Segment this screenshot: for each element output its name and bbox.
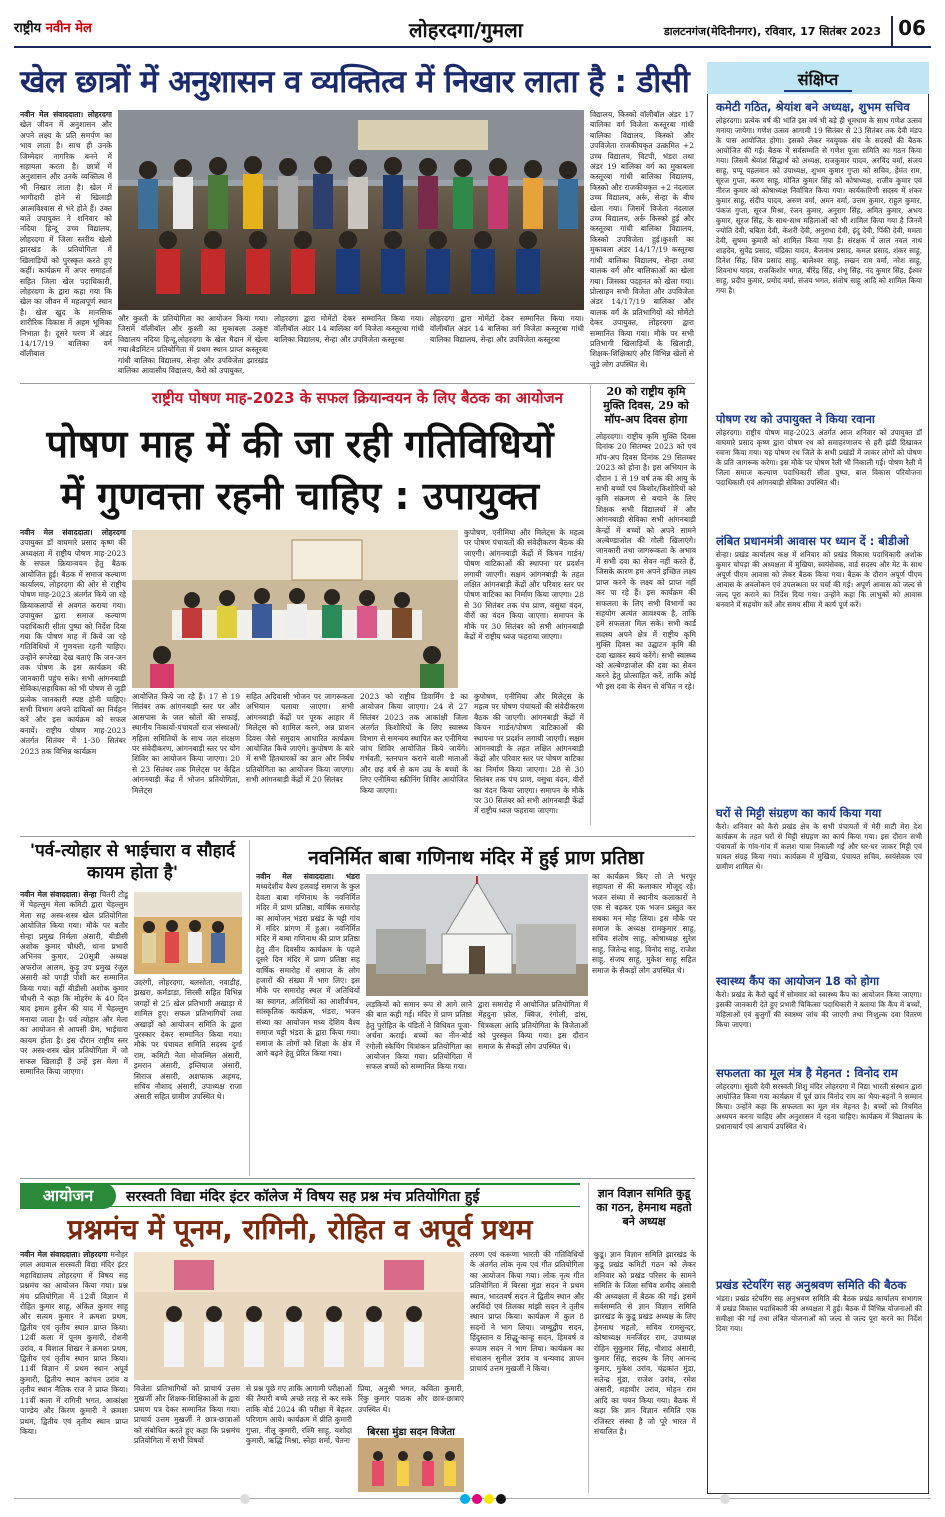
- page-number: 06: [891, 16, 931, 46]
- story2-col1: [20, 528, 126, 830]
- divider: [20, 383, 695, 384]
- brief-title: घरों से मिट्टी संग्रहण का कार्य किया गया: [716, 806, 882, 820]
- story2-col-mid: सहित अदिवासी भोजन पर जागरूकता अभियान चलाया जाएगा। सभी आंगनबाड़ी केंद्रों पर पूरक आहार में मिलेट्स को शामिल करने, अन्न प्राशन दिवस जैसे समुदाय आधारित कार्यक्रम आयोजित किये जाएंगे। कुपोषण के बारे में सभी हितधारकों का ज्ञान और निर्बंध प्रतियोगिता का आयोजन किया जाएगा। सभी आंगनबाड़ी केंद्रों में 20 सितंबर: [246, 692, 354, 785]
- brief-body: कैरो। प्रखंड के कैरो खुर्द में सोमवार को स्वास्थ्य कैंप का आयोजन किया जाएगा। इसकी जानकारी देते हुए प्रभारी चिकित्सा पदाधिकारी ने बताया कि कैंप में बच्चों, महिलाओं एवं बुजुर्गों की स्वास्थ्य जांच की जाएगी तथा निःशुल्क दवा वितरण किया जाएगा।: [716, 990, 922, 1029]
- briefs-header-label: संक्षिप्त: [784, 68, 852, 92]
- brief-body: लोहरदगा। प्रत्येक वर्ष की भांति इस वर्ष भी बड़े ही धूमधाम के साथ गणेश उत्सव मनाया जायेगा। गणेश उत्सव आगामी 19 सितंबर से 23 सितंबर तक देवी मंडप के पास आयोजित होगा। इसको लेकर नवयुवक संघ के सदस्यों की बैठक आयोजित की गई। बैठक में सर्वसम्मति से गणेश पूजा समिति का गठन किया गया। जिसमें श्रेयांश सिद्धार्थ को अध्यक्ष, राजकुमार यादव, अरविंद वर्मा, संजय साहू, पप्पू पहलवान को उपाध्यक्ष, शुभम कुमार गुप्ता को सचिव, हेमंत राम, सूरज गुप्ता, करण साहू, मोनित कुमार सिंह को कोषाध्यक्ष, राजीव कुमार एवं नीरज कुमार को कोषाध्यक्ष निर्वाचित किया गया। कार्यकारिणी सदस्य में शंकर कुमार साहू, संदीप यादव, अरुण वर्मा, अमन वर्मा, उत्तम कुमार, राहुल कुमार, पंकज गुप्ता, सूरज मिश्रा, रंजन कुमार, अनुराग सिंह, अमित कुमार, अभय कुमार, सूरज सिंह, के साथ-साथ महिलाओं को भी शामिल किया गया है जिनमें ज्योति देवी, बबिता देवी, केशरी देवी, अनुराधा देवी, इंदु देवी, पिंकी देवी, ममता देवी, सुषमा कुमारी को शामिल किया गया है। संरक्षक में लाल नवल नाथ शाहदेव, सुपेंद्र प्रसाद, चंद्रिका यादव, बैजनाथ प्रसाद, कमल प्रसाद, शंकर साहू, दिनेश सिंह, शिव प्रसाद साहू, बालेश्वर साहू, लखन राम वर्मा, नरेश साहू, शिवनाथ यादव, राजकिशोर भगत, बीरेंद्र सिंह, शंभू सिंह, नंद कुमार सिंह, ईश्वर साहू, प्रदीप कुमार, प्रमोद वर्मा, संजय भगत, संतोष साहू आदि को शामिल किया गया है।: [716, 116, 922, 295]
- column-divider: [249, 840, 250, 1176]
- story5-headline: प्रश्नमंच में पूनम, रागिनी, रोहित व अपूर्व प्रथम: [67, 1213, 533, 1246]
- registration-mark: [472, 1494, 482, 1504]
- newspaper-logo: [14, 18, 92, 36]
- story2-col-top-right: कुपोषण, एनीमिया और मिलेट्स के महत्व पर पोषण पंचायतों की संवेदीकरण बैठक की जाएगी। आंगनबाड़ी केंद्रों में किचन गार्डन/पोषण वाटिकाओं की स्थापना पर प्रदर्शन लगायी जाएगी। सक्षम आंगनबाड़ी के तहत लक्षित आंगनबाड़ी केंद्रों और परिवार स्तर पर पोषण वाटिका का निर्माण किया जाएगा। 28 से 30 सितंबर तक पंच प्राण, वसुधा वंदन, वीरों का वंदन किया जाएगा। समापन के मौके पर 30 सितंबर को सभी आंगनबाड़ी केंद्रों में राष्ट्रीय ध्वज फहराया जाएगा।: [464, 528, 584, 642]
- story3-col1: [20, 890, 128, 1170]
- story2-col1-text: उपायुक्त डॉ वाघमारे प्रसाद कृष्ण की अध्यक्षता में राष्ट्रीय पोषण माह-2023 के सफल क्रियान्वयन हेतु बैठक आयोजित हुई। बैठक में समाज कल्याण कार्यालय, लोहरदगा की ओर से राष्ट्रीय पोषण माह-2023 अंतर्गत किये जा रहे क्रियाकलापों से अवगत कराया गया। उपायुक्त द्वारा समाज कल्याण पदाधिकारी सीता पुष्पा को निर्देश दिया गया कि पोषण माह में किये जा रहे गतिविधियों में गुणवत्ता रहनी चाहिए। उन्होंने रूपरेखा देख बताएं कि जन-जन तक पोषण के इस कार्यक्रम की जानकारी पहुंच सके। सभी आंगनबाड़ी सेविका/सहायिका को भी पोषण से जुड़ी प्रत्येक जानकारी स्पष्ट होनी चाहिए। सभी विभाग अपने दायित्वों का निर्वहन करें और इस कार्यक्रम को सफल बनायें। राष्ट्रीय पोषण माह-2023 अंतर्गत सितंबर में 1-30 सितंबर 2023 तक विभिन्न कार्यक्रम: [20, 538, 126, 756]
- story5-caption-1: विजेता प्रतिभागियों को प्राचार्य उत्तम मुखर्जी और शिक्षक-शिक्षिकाओं के द्वारा प्रमाण पत्र देकर सम्मानित किया गया। प्राचार्य उत्तम मुखर्जी ने छात्र-छात्राओं को संबोधित करते हुए कहा कि प्रश्नमंच प्रतियोगिता में सभी विषयों: [134, 1384, 240, 1446]
- brief-title: स्वास्थ्य कैंप का आयोजन 18 को होगा: [716, 974, 880, 988]
- story5-kicker: सरस्वती विद्या मंदिर इंटर कॉलेज में विषय सह प्रश्न मंच प्रतियोगिता हुई: [126, 1189, 480, 1205]
- story4-headline: नवनिर्मित बाबा गणिनाथ मंदिर में हुई प्राण प्रतिष्ठा: [308, 847, 644, 869]
- story2-col-right-cont: कुपोषण, एनीमिया और मिलेट्स के महत्व पर पोषण पंचायतों की संवेदीकरण बैठक की जाएगी। आंगनबाड़ी केंद्रों में किचन गार्डन/पोषण वाटिकाओं की स्थापना पर प्रदर्शन लगायी जाएगी। सक्षम आंगनबाड़ी के तहत लक्षित आंगनबाड़ी केंद्रों और परिवार स्तर पर पोषण वाटिका का निर्माण किया जाएगा। 28 से 30 सितंबर तक पंच प्राण, वसुधा वंदन, वीरों का वंदन किया जाएगा। समापन के मौके पर 30 सितंबर को सभी आंगनबाड़ी केंद्रों में राष्ट्रीय ध्वज फहराया जाएगा।: [474, 692, 584, 816]
- side-gyan-body: कुडू। ज्ञान विज्ञान समिति झारखंड के कुडू प्रखंड कमिटी गठन को लेकर शनिवार को प्रखंड परिसर के सामने समिति के जिला सचिव शमीद अंसारी की अध्यक्षता में बैठक की गई। इसमें सर्वसम्मति से ज्ञान विज्ञान समिति झारखंड के कुडू प्रखंड अध्यक्ष के लिए हेमनाथ महतो, सचिव रामसुन्दर, कोषाध्यक्ष मनजिंदर राम, उपाध्यक्ष रोहिन सुकुमार सिंह, नौशाद अंसारी, कुमार सिंह, सदस्य के लिए आनन्द कुमार, मुकेश उरांव, चंद्रकांत मुंडा, सतेन्द्र मुंडा, राजेश उरांव, रमेश अंसारी, महावीर उरांव, मोहन राम आदि का चयन किया गया। बैठक में कहा कि ज्ञान विज्ञान समिति एक रजिस्टर संस्था है जो पूरे भारत में संचालित है।: [594, 1250, 696, 1436]
- registration-mark: [720, 1494, 730, 1504]
- brief-title: लंबित प्रधानमंत्री आवास पर ध्यान दें : बीडीओ: [716, 534, 909, 548]
- briefs-header: [707, 62, 929, 94]
- story3-photo: [134, 892, 242, 974]
- side-gyan-title: ज्ञान विज्ञान समिति कुडू का गठन, हेमनाथ महतो बने अध्यक्ष: [596, 1187, 692, 1228]
- divider: [20, 1178, 695, 1179]
- section-title: लोहरदगा/गुमला: [409, 18, 523, 42]
- temple-photo-illustration: [366, 874, 588, 996]
- story1-headline: खेल छात्रों में अनुशासन व व्यक्तित्व में निखार लाता है : डीसी: [20, 64, 690, 100]
- meeting-photo-illustration: [132, 530, 458, 688]
- story4-lead: नवीन मेल संवाददाता। भंडरा: [256, 872, 360, 881]
- side20-body: लोहरदगा। राष्ट्रीय कृमि मुक्ति दिवस दिनांक 20 सितम्बर 2023 को एवं मॉप-अप दिवस दिनांक 29 सितम्बर 2023 को होना है। इस अभियान के दौरान 1 से 19 वर्ष तक की आयु के सभी बच्चों एवं किशोर/किशोरियों को कृमि संक्रमण से बचाने के लिए शिक्षक सभी विद्यालयों में और आंगनबाड़ी सेविका सभी आंगनबाड़ी केन्द्रों में बच्चों को अपने सामने अल्बेण्डाजोल की गोली खिलाएंगे। जानकारी तथा जागरूकता के अभाव में सभी दवा का सेवन नहीं करते हैं, जिसके कारण हम अपने इच्छित लक्ष्य प्राप्त करने के लक्ष्य को प्राप्त नहीं कर पा रहे हैं। इस कार्यक्रम की सफलता के लिए सभी विभागों का सहयोग अत्यंत आवश्यक है, ताकि हमें सफलता मिल सके। सभी कार्ड सदस्य अपने क्षेत्र में राष्ट्रीय कृमि मुक्ति दिवस का उद्घाटन कृमि की दवा खाकर स्वयं करेंगे। सभी स्वास्थ्य को अल्बेण्डाजोल की दवा का सेवन करने हेतु प्रोत्साहित करें, ताकि कोई भी इस दवा के सेवन से वंचित न रहे।: [596, 432, 696, 691]
- story4-col3: द्वारा समारोह में आयोजित प्रतियोगिता में मेंहदुना फ़ोल, क्विज, रंगोली, डांस, चित्रकला आदि प्रतियोगिता के विजेताओं को पुरस्कृत किया गया। इस दौरान समाज के सैकड़ों लोग उपस्थित थे।: [478, 1000, 588, 1051]
- story4-col2: लड़कियों को समान रूप से आगे लाने की बात कही गई। मंदिर में प्राण प्रतिष्ठा हेतु पुरोहित के पंडितों ने विधिवत पूजा-अर्चना कराई। बच्चों का नीन-बोर्ड रंगोली स्केचिंग चित्रांकन प्रतियोगिता का आयोजन किया गया। प्रतियोगिता में सफल बच्चों को सम्मानित किया गया।: [366, 1000, 472, 1072]
- story5-col-right: तरुण एवं करूणा भारती की गतिविधियों के अंतर्गत लोक नृत्य एवं गीत प्रतियोगिता का आयोजन किया गया। लोक नृत्य गीत प्रतियोगिता में बिरसा मुंडा सदन ने प्रथम स्थान, भारतवर्ष सदन ने द्वितीय स्थान और अरविंदो एवं तिलका मांझी सदन ने तृतीय स्थान प्राप्त किया। कार्यक्रम में कुल 8 सदनों ने भाग लिया। जम्बूद्वीप सदन, हिंदुस्तान व सिद्धू-कान्हू सदन, हिमवर्ष व रूपाम सदन ने भाग लिया। कार्यक्रम का संचालन सुनील उरांव व धन्यवाद ज्ञापन प्राचार्य उत्तम मुखर्जी ने किया।: [470, 1250, 584, 1374]
- brief-title: प्रखंड स्टेयरिंग सह अनुश्रवण समिति की बैठक: [716, 1278, 907, 1292]
- story1-caption-1: और कुश्ती के प्रतियोगिता का आयोजन किया गया। जिसमें वॉलीबॉल और कुश्ती का मुकाबला उत्कृष्ट विद्यालय नदिया हिन्दू,लोहरदगा के खेल मैदान में खेला गया।बैडमिंटन प्रतियोगिता में प्रथम स्थान प्राप्त कस्तूरबा गांधी बालिका विद्यालय, सेन्हा और उपविजेता झारखंड बालिका आवासीय विद्यालय, कैरो को उपायुक्त,: [118, 314, 268, 376]
- story4-col4: का कार्यक्रम किए तो ले भरपूर सहायता से की कलाकार मौजूद रहे। भजन संध्या में स्थानीय कलाकारों ने एक से बढ़कर एक भजन प्रस्तुत कर सबका मन मोह लिया। इस मौके पर समाज के अध्यक्ष रामकुमार साहू, सचिव संतोष साहू, कोषाध्यक्ष सुरेश साहू, जितेन्द्र साहू, विनोद साहू, राजेश साहू, संजय साहू, मुकेश साहू सहित समाज के सैकड़ों लोग उपस्थित थे।: [592, 872, 696, 975]
- story2-photo: [132, 530, 458, 688]
- masthead: [14, 14, 931, 48]
- registration-mark: [484, 1494, 494, 1504]
- brief-body: सेन्हा। प्रखंड कार्यालय कक्ष में शनिवार को प्रखंड विकास पदाधिकारी अशोक कुमार चोपड़ा की अध्यक्षता में मुखिया, स्वयंसेवक, वार्ड सदस्य और मेट के साथ अपूर्ण पीएम आवास को लेकर बैठक किया गया। बैठक के दौरान अपूर्ण पीएम आवास के अवलोकन एवं उपलब्धता पर चर्चा की गई। अपूर्ण आवास को जल्द से जल्द पूरा कराने का निर्देश दिया गया। उन्होंने कहा कि लाभुकों को आवास बनवाने में सहयोग करें और समय सीमा में कार्य पूर्ण करें।: [716, 550, 922, 609]
- story4-col1-text: मध्यदेशीय वैश्य हलवाई समाज के कुल देवता बाबा गणिनाथ के नवनिर्मित मंदिर में प्राण प्रतिष्ठा, वार्षिक समारोह का आयोजन भंडरा प्रखंड के चट्टी गांव में मंदिर प्रांगण में हुआ। नवनिर्मित मंदिर में बाबा गणिनाथ की प्राण प्रतिष्ठा हेतु तीन दिवसीय कार्यक्रम के पहले दूसरे दिन मंदिर में प्राण प्रतिष्ठा सह वार्षिक समारोह में समाज के लोग हजारों की संख्या में भाग लिए। इस मौके पर समारोह स्थल में अतिथियों का स्वागत, अतिथियों का आशीर्वचन, सांस्कृतिक कार्यक्रम, भंडरा, भजन संध्या का आयोजन मध्य देशिय वैश्य समाज चट्टी भंडरा के द्वारा किया गया। समाज के लोगों को शिक्षा के क्षेत्र में आगे बढ़ने हेतु प्रेरित किया गया।: [256, 882, 360, 1058]
- story1-caption-2: लोहरदगा द्वारा मोमेंटो देकर सम्मानित किया गया। वॉलीबॉल अंडर 14 बालिका वर्ग विजेता कस्तूरबा गांधी बालिका विद्यालय, सेन्हा और उपविजेता कस्तूरबा: [274, 314, 424, 344]
- story5-col1: [20, 1250, 128, 1492]
- brief-title: सफलता का मूल मंत्र है मेहनत : विनोद राम: [716, 1066, 898, 1080]
- logo-main: राष्ट्रीय: [14, 21, 42, 36]
- story3-col2: उदरंगी, लोहरदगा, बलसोता, नवाडीह, झखरा, कर्मडाड़ा, सिरसी सहित विभिन्न जगहों से 25 खेल प्रतिभागी अखाड़ा में शामिल हुए। सफल प्रतिभागियों तथा अखाड़ों को आयोजन समिति के द्वारा पुरस्कार देकर सम्मानित किया गया। मौके पर पंचायत समिति सदस्य दुर्गा राम, कमिटी नेता मोजम्मिल अंसारी, इमरान अंसारी, इम्तियाज अंसारी, सिराज अंसारी, अशफाक अहमद, सचिव नौशाद अंसारी, उपाध्यक्ष राजा अंसारी सहित ग्रामीण उपस्थित थे।: [134, 978, 242, 1102]
- brief-title: पोषण रथ को उपायुक्त ने किया रवाना: [716, 412, 875, 426]
- column-divider: [588, 1183, 589, 1493]
- story2-caption: आयोजित किये जा रहे हैं। 17 से 19 सितंबर तक आंगनबाड़ी स्तर पर और आसपास के जल स्रोतों की सफाई, स्थानीय निकायों-पंचायतों राज संस्थाओं/महिला समितियों के साथ जल संरक्षण पर संवेदीकरण, आंगनबाड़ी स्तर पर योग शिविर का आयोजन किया जाएगा। 20 से 23 सितंबर तक मिलेट्स पर केंद्रित आंगनबाड़ी केंद्र में भोजन प्रतियोगिता, मिलेट्स: [132, 692, 240, 795]
- logo-accent: नवीन मेल: [45, 21, 92, 36]
- story5-lead: नवीन मेल संवाददाता। लोहरदगा: [20, 1250, 108, 1259]
- column-divider: [590, 385, 591, 825]
- story2-headline-line1: पोषण माह में की जा रही गतिविधियों: [46, 422, 554, 466]
- dance-photo-illustration: [358, 1438, 464, 1492]
- story1-photo: [118, 110, 584, 310]
- story2-col-mid2: 2023 को राष्ट्रीय डिवार्मिंग डे का आयोजन किया जाएगा। 24 से 27 सितंबर 2023 तक आकांक्षी जिला अंतर्गत किशोरियों के लिए स्वास्थ्य विभाग से समन्वय स्थापित कर एनीमिया जांच शिविर आयोजित किये जायेंगे। गर्भवती, स्तनपान कराने वाली माताओं और छह वर्ष से कम उम्र के बच्चों के लिए एनीमिया स्क्रीनिंग शिविर आयोजित किया जाएगा।: [360, 692, 468, 795]
- registration-mark: [240, 1494, 250, 1504]
- story2-kicker-strip: [20, 388, 695, 412]
- story5-col1-text: मनोहर लाल अग्रवाल सरस्वती विद्या मंदिर इंटर महाविद्यालय लोहरदगा में विषय सह प्रश्नमंच का आयोजन किया गया। प्रश्न मंच प्रतियोगिता में 12वीं विज्ञान में रोहित कुमार साहू, अंकित कुमार साहू और सत्यम कुमार ने क्रमशः प्रथम, द्वितीय एवं तृतीय स्थान प्राप्त किया। 12वीं कला में पूनम कुमारी, रोशनी उरांव, व विशाल शिखर ने क्रमशः प्रथम, द्वितीय एवं तृतीय स्थान प्राप्त किया। 11वीं विज्ञान में प्रथम स्थान अपूर्व कुमारी, द्वितीय स्थान कांचन उरांव व तृतीय स्थान नैतिक राज ने प्राप्त किया। 11वीं कला में रागिनी भगत, आकांक्षा पाण्डेय और किरण कुमारी ने क्रमशः प्रथम, द्वितीय एवं तृतीय स्थान प्राप्त किया।: [20, 1250, 128, 1436]
- aayojan-tag: आयोजन: [20, 1183, 116, 1209]
- story5-photo-small: [358, 1438, 464, 1492]
- story2-kicker: राष्ट्रीय पोषण माह-2023 के सफल क्रियान्वयन के लिए बैठक का आयोजन: [152, 389, 563, 407]
- brief-body: लोहरदगा। राष्ट्रीय पोषण माह-2023 अंतर्गत आज शनिवार को उपायुक्त डॉ वाघमारे प्रसाद कृष्ण द्वारा पोषण रथ को समाहरणालय से हरी झंडी दिखाकर रवाना किया गया। यह पोषण रथ जिले के सभी प्रखंडों में जाकर लोगों को पोषण के प्रति जागरूक करेगा। इस मौके पर पोषण रैली भी निकाली गई। पोषण रैली में जिला समाज कल्याण पदाधिकारी सीता पुष्पा, बाल विकास परियोजना पदाधिकारी एवं आंगनबाड़ी सेविका उपस्थित थी।: [716, 428, 922, 487]
- brief-title: कमेटी गठित, श्रेयांश बने अध्यक्ष, शुभम सचिव: [716, 100, 910, 114]
- dateline: डालटनगंज(मेदिनीनगर), रविवार, 17 सितंबर 2023: [663, 25, 881, 38]
- divider: [20, 836, 695, 837]
- side20-title: 20 को राष्ट्रीय कृमि मुक्ति दिवस, 29 को मॉप-अप दिवस होगा: [603, 385, 689, 426]
- story3-col1-text: चितरी टोडू में चेहल्लुम मेला कमिटी द्वारा चेहल्लुम मेला सह अस्त्र-शस्त्र खेल प्रतियोगिता आयोजित किया गया। मौके पर बतौर सेन्हा प्रमुख निर्मला अंसारी, बीडीसी अशोक कुमार चौधरी, थाना प्रभारी अभिनव कुमार, 20सूत्री अध्यक्ष अफरोज आलम, कुड़ू उप प्रमुख रंजुल अंसारी को पगड़ी पोशी कर सम्मानित किया गया। वहीं बीडीसी अशोक कुमार चौधरी ने कहा कि मोहर्रम के 40 दिन बाद इमाम हुसैन की याद में चेहल्लुम मनाया जाता है। पर्व त्योहार और मेला का आयोजन से आपसी प्रेम, भाईचारा कायम होता है। इस दौरान राष्ट्रीय स्तर पर अस्त्र-शस्त्र खेल प्रतियोगिता में जो सफल खिलाड़ी हैं उन्हें इस मेला में सम्मानित किया जाएगा।: [20, 890, 128, 1076]
- story1-col1: [20, 110, 112, 375]
- story2-headline: [20, 418, 580, 522]
- story4-col1: [256, 872, 360, 1172]
- story4-photo: [366, 874, 588, 996]
- story5-photo: [134, 1252, 464, 1380]
- story5-caption-2: से प्रश्न पूछे गए ताकि आगामी परीक्षाओं की तैयारी बच्चे अच्छे तरह से कर सके ताकि बोर्ड 2024 की परीक्षा में बेहतर परिणाम आये। कार्यक्रम में प्रीति कुमारी गुप्ता, नीलू कुमारी, रश्मि साहू, यशोदा कुमारी, ऋद्धि मिश्रा, स्नेहा शर्मा, चेतना: [246, 1384, 352, 1446]
- brief-body: भंडरा। प्रखंड स्टेयरिंग सह अनुश्रवण समिति की बैठक प्रखंड कार्यालय सभागार में प्रखंड विकास पदाधिकारी की अध्यक्षता में हुई। बैठक में विभिन्न योजनाओं की समीक्षा की गई तथा लंबित योजनाओं को जल्द से जल्द पूरा करने का निर्देश दिया गया।: [716, 1294, 922, 1333]
- story2-lead: नवीन मेल संवाददाता। लोहरदगा: [20, 528, 126, 537]
- brief-body: कैरो। शनिवार को कैरो प्रखंड क्षेत्र के सभी पंचायतों में मेरी माटी मेरा देश कार्यक्रम के तहत घरों से मिट्टी संग्रहण का कार्य किया गया। इस दौरान सभी पंचायतों के गांव-गांव में कलश यात्रा निकाली गई और घर-घर जाकर मिट्टी एवं चावल संग्रह किया गया। कार्यक्रम में मुखिया, पंचायत सचिव, स्वयंसेवक एवं ग्रामीण शामिल थे।: [716, 822, 922, 871]
- story5-caption-3: प्रिया, अनुश्री भगत, कविता कुमारी, रिंकु कुमार पाठक और छात्र-छात्राएं उपस्थित थे।: [358, 1384, 464, 1414]
- mela-photo-illustration: [134, 892, 242, 974]
- story1-caption-3-text: लोहरदगा द्वारा मोमेंटो देकर सम्मानित किया गया। वॉलीबॉल अंडर 14 बालिका वर्ग विजेता कस्तूरबा गांधी बालिका विद्यालय, सेन्हा और उपविजेता कस्तूरबा: [430, 314, 584, 344]
- story5-photo-label: बिरसा मुंडा सदन विजेता: [367, 1427, 455, 1438]
- story1-col-right: विद्यालय, किस्को वॉलीबॉल अंडर 17 बालिका वर्ग विजेता कस्तूरबा गांधी बालिका विद्यालय, किस्को और उपविजेता राजकीयकृत उत्क्रमित +2 उच्च विद्यालय, विटपी, भंडरा तथा अंडर 19 बालिका वर्ग का मुकाबला कस्तूरबा गांधी बालिका विद्यालय, किस्को और राजकीयकृत +2 नंदलाल उच्च विद्यालय, अर्रू, सेन्हा के बीच खेला गया। जिसमें विजेता नंदलाल उच्च विद्यालय, अर्रू किस्को हुई और कस्तूरबा गांधी बालिका विद्यालय, किस्को उपविजेता हुई।कुश्ती का मुकाबला अंडर 14/17/19 कस्तूरबा गांधी बालिका विद्यालय, सेन्हा तथा बालक वर्ग और बालिकाओं का खेला गया। जिसका पदहनत को खेला गया। प्रोत्साहन सभी विजेता और उपविजेता अंडर 14/17/19 बालिका और बालक वर्ग के प्रतिभागियों को मोमेंटो देकर उपायुक्त, लोहरदगा द्वारा सम्मानित किया गया। मौके पर सभी प्रतिभागी खिलाड़ियों के खिलाड़ी, शिक्षक-शिक्षिकाएं और विभिन्न खेलों से जुड़े लोग उपस्थित थे।: [590, 110, 694, 369]
- story3-lead: नवीन मेल संवाददाता। सेन्हा: [20, 890, 97, 899]
- brief-body: लोहरदगा। सुंदरी देवी सरस्वती शिशु मंदिर लोहरदगा में विद्या भारती संस्थान द्वारा आयोजित किया गया कार्यक्रम में पूर्व छात्र विनोद राम का भैया-बहनों ने सम्मान किया। उन्होंने कहा कि सफलता का मूल मंत्र मेहनत है। बच्चों को नियमित अध्ययन करना चाहिए और अनुशासन में रहना चाहिए। कार्यक्रम में विद्यालय के प्रधानाचार्य एवं आचार्य उपस्थित थे।: [716, 1082, 922, 1131]
- aayojan-bar: [20, 1183, 580, 1207]
- registration-mark: [460, 1494, 470, 1504]
- story1-lead: नवीन मेल संवाददाता। लोहरदगा: [20, 110, 112, 119]
- registration-mark: [496, 1494, 506, 1504]
- students-photo-illustration: [134, 1252, 464, 1380]
- story1-caption-3: [430, 314, 584, 376]
- story2-headline-line2: में गुणवत्ता रहनी चाहिए : उपायुक्त: [60, 474, 540, 518]
- story1-col1-text: खेल जीवन में अनुशासन और अपने लक्ष्य के प्रति समर्पण का भाव लाता है। साथ ही उनके जिम्मेदार नागरिक बनने में सहायता करता है। छात्रों में अनुशासन और उनके व्यक्तित्व में भी निखार लाता है। खेल में भागीदारी होने से खिलाड़ी आत्मविश्वास से भरे होते हैं। उक्त बातें उपायुक्त ने शनिवार को नदिया हिन्दू उच्च विद्यालय, लोहरदगा में जिला स्तरीय खेलो झारखंड के प्रतियोगिता में खिलाड़ियों को पुरस्कृत करते हुए कहीं। कार्यक्रम में अपर समाहर्ता सहित जिला खेल पदाधिकारी, लोहरदगा के द्वारा कहा गया कि खेल का जीवन में महत्वपूर्ण स्थान है। खेल खुद के मानसिक शारीरिक विकास में अहम भूमिका निभाता है। दूसरे चरण में अंडर 14/17/19 बालिका वर्ग वॉलीबाल: [20, 120, 112, 359]
- group-photo-illustration: [118, 110, 584, 310]
- story3-headline: 'पर्व-त्योहार से भाईचारा व सौहार्द कायम होता है': [29, 841, 236, 883]
